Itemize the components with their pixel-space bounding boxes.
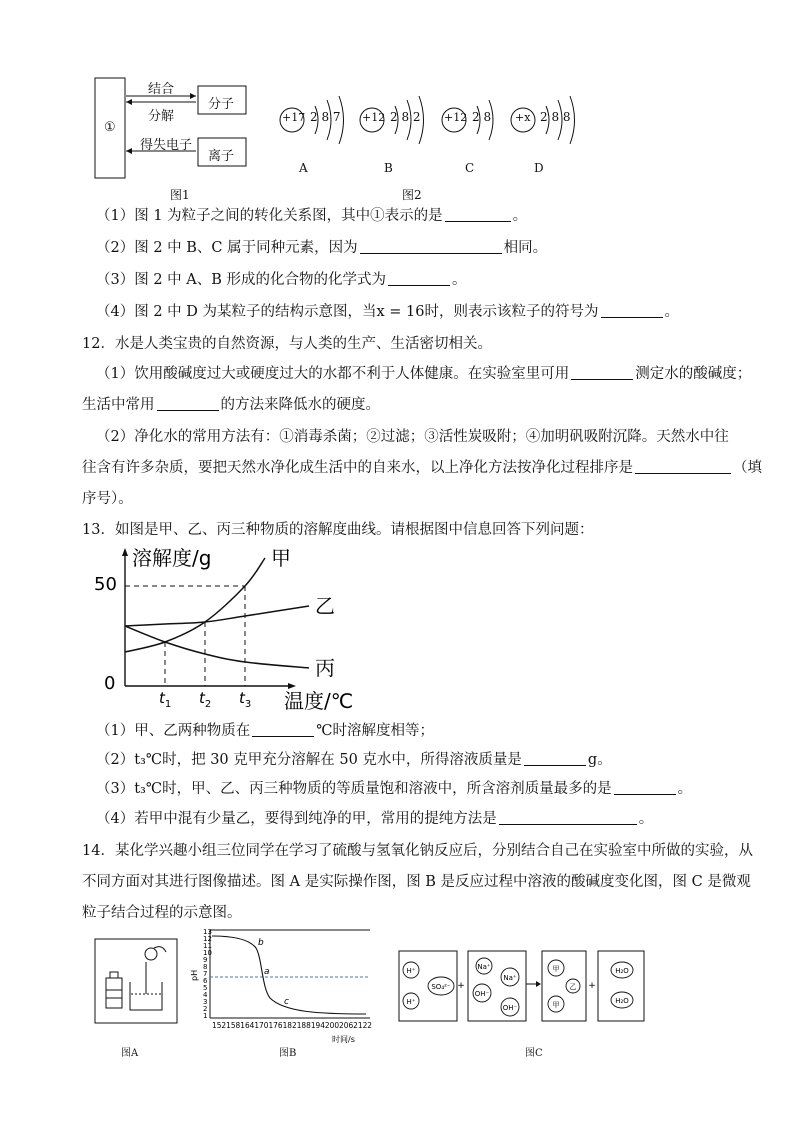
atom-A-shells: 2 8 7 (310, 110, 341, 124)
ph-axis-label: pH (190, 969, 199, 981)
answer-blank[interactable] (614, 778, 676, 795)
y-tick-0: 0 (104, 673, 116, 694)
ph-tick-1: 1 (203, 1012, 208, 1020)
series-label-1: 乙 (315, 594, 335, 618)
q14-stem-line2: 不同方面对其进行图像描述。图 A 是实际操作图，图 B 是反应过程中溶液的酸碱度变化图，图 C 是微观 (82, 874, 751, 890)
molecule-water-1: H₂O (615, 967, 629, 975)
ph-x-axis-label: 时间/s (332, 1035, 355, 1044)
y-tick-50: 50 (94, 574, 117, 595)
ph-tick-13: 13 (203, 928, 212, 936)
fig1-caption: 图1 (170, 188, 190, 202)
label-molecule: 分子 (208, 97, 235, 112)
q13-part2: （2）t₃℃时，把 30 克甲充分溶解在 50 克水中，所得溶液质量是 g。 (96, 744, 728, 776)
ph-tick-6: 6 (203, 977, 208, 985)
q12-part2-line1: （2）净化水的常用方法有：①消毒杀菌；②过滤；③活性炭吸附；④加明矾吸附沉降。天然水中往 (96, 429, 729, 445)
q13-part3: （3）t₃℃时，甲、乙、丙三种物质的等质量饱和溶液中，所含溶剂质量最多的是 。 (96, 773, 728, 805)
figA-caption: 图A (121, 1048, 139, 1059)
figure-C-particles (398, 950, 648, 1024)
ph-tick-10: 10 (203, 949, 212, 957)
particle-jia-1: 甲 (552, 965, 560, 973)
ion-na-2: Na⁺ (503, 974, 517, 982)
q14-stem-line3: 粒子结合过程的示意图。 (82, 905, 242, 921)
series-line-0 (125, 558, 265, 652)
atom-C-nucleus: +12 (444, 111, 468, 124)
q13-stem: 13．如图是甲、乙、丙三种物质的溶解度曲线。请根据图中信息回答下列问题： (82, 522, 594, 538)
q12-part2-line2: 往含有许多杂质，要把天然水净化成生活中的自来水，以上净化方法按净化过程排序是 （填 (82, 452, 714, 484)
q13-part1: （1）甲、乙两种物质在 ℃时溶解度相等； (96, 715, 728, 747)
ion-sulfate: SO₄²⁻ (431, 983, 451, 991)
q12-stem: 12．水是人类宝贵的自然资源，与人类的生产、生活密切相关。 (82, 336, 492, 352)
ph-tick-5: 5 (203, 984, 208, 992)
plus-sign: + (588, 981, 596, 991)
atom-D-nucleus: +x (515, 111, 531, 124)
answer-blank[interactable] (499, 808, 637, 825)
ion-h-2: H⁺ (406, 998, 416, 1006)
x-tick-t2: $t_2$ (199, 689, 212, 710)
ph-tick-11: 11 (203, 942, 212, 950)
point-b: b (258, 938, 264, 948)
figB-caption: 图B (279, 1048, 297, 1059)
atom-B-shells: 2 8 2 (390, 110, 421, 124)
ph-tick-9: 9 (203, 956, 208, 964)
point-a: a (264, 967, 270, 977)
particle-yi: 乙 (569, 983, 577, 991)
plus-sign: + (457, 981, 465, 991)
ph-curve (212, 936, 366, 1014)
label-gain-lose: 得失电子 (140, 138, 193, 153)
x-axis-label: 温度/℃ (284, 689, 354, 713)
answer-blank[interactable] (524, 749, 586, 766)
circle-label: ① (104, 120, 116, 135)
figure-A-apparatus (94, 938, 178, 1024)
ion-oh-2: OH⁻ (502, 1004, 518, 1012)
atom-A-nucleus: +17 (282, 111, 306, 124)
particle-jia-2: 甲 (552, 1001, 560, 1009)
q11-part1: （1）图 1 为粒子之间的转化关系图，其中①表示的是 。 (96, 200, 728, 232)
q14-stem-line1: 14．某化学兴趣小组三位同学在学习了硫酸与氢氧化钠反应后，分别结合自己在实验室中所做的实验，从 (82, 843, 753, 859)
ph-tick-4: 4 (203, 991, 208, 999)
atom-B-nucleus: +12 (362, 111, 386, 124)
q11-part3: （3）图 2 中 A、B 形成的化合物的化学式为 。 (96, 264, 728, 296)
q12-part1-line2: 生活中常用 的方法来降低水的硬度。 (82, 389, 714, 421)
answer-blank[interactable] (601, 301, 663, 318)
series-label-0: 甲 (271, 546, 291, 570)
box-salt (542, 951, 586, 1021)
ph-x-ticks: 1521581641701761821881942002062122 (212, 1021, 373, 1030)
atom-A-label: A (299, 161, 308, 175)
point-c: c (284, 997, 289, 1007)
ph-tick-8: 8 (203, 963, 208, 971)
atom-C-shells: 2 8 (472, 110, 492, 124)
q12-part2-line3: 序号）。 (82, 491, 133, 507)
label-ion: 离子 (208, 149, 235, 164)
ion-h-1: H⁺ (406, 967, 416, 975)
answer-blank[interactable] (360, 237, 502, 254)
q11-part4: （4）图 2 中 D 为某粒子的结构示意图，当x = 16时，则表示该粒子的符号为 。 (96, 296, 728, 328)
figure-B-ph-curve (188, 926, 374, 1046)
answer-blank[interactable] (252, 720, 314, 737)
answer-blank[interactable] (388, 269, 450, 286)
box-water (598, 951, 644, 1021)
atom-C-label: C (465, 161, 475, 175)
atom-D-label: D (534, 161, 544, 175)
x-tick-t1: $t_1$ (159, 689, 172, 710)
series-line-2 (125, 626, 309, 668)
answer-blank[interactable] (445, 205, 511, 222)
answer-blank[interactable] (635, 457, 731, 474)
ph-tick-2: 2 (203, 1005, 208, 1013)
atom-D-shells: 2 8 8 (540, 110, 571, 124)
series-line-1 (125, 606, 309, 626)
x-tick-t3: $t_3$ (239, 689, 252, 710)
label-combine: 结合 (148, 82, 175, 97)
q13-part4: （4）若甲中混有少量乙，要得到纯净的甲，常用的提纯方法是 。 (96, 803, 728, 835)
reagent-bottle (106, 978, 122, 1008)
answer-blank[interactable] (157, 394, 219, 411)
series-label-2: 丙 (315, 656, 335, 680)
ph-tick-3: 3 (203, 998, 208, 1006)
atom-B-label: B (384, 161, 393, 175)
ion-na-1: Na⁺ (477, 963, 491, 971)
molecule-water-2: H₂O (615, 997, 629, 1005)
label-decompose: 分解 (148, 109, 175, 124)
q11-part2: （2）图 2 中 B、C 属于同种元素，因为 相同。 (96, 232, 728, 264)
answer-blank[interactable] (571, 363, 633, 380)
solubility-chart (92, 546, 372, 716)
ph-tick-7: 7 (203, 970, 208, 978)
figC-caption: 图C (525, 1048, 543, 1059)
ion-oh-1: OH⁻ (474, 990, 490, 998)
ph-tick-12: 12 (203, 935, 212, 943)
y-axis-label: 溶解度/g (132, 546, 212, 570)
q12-part1-line1: （1）饮用酸碱度过大或硬度过大的水都不利于人体健康。在实验室里可用 测定水的酸碱度； (96, 358, 728, 390)
fig2-caption: 图2 (402, 188, 422, 202)
